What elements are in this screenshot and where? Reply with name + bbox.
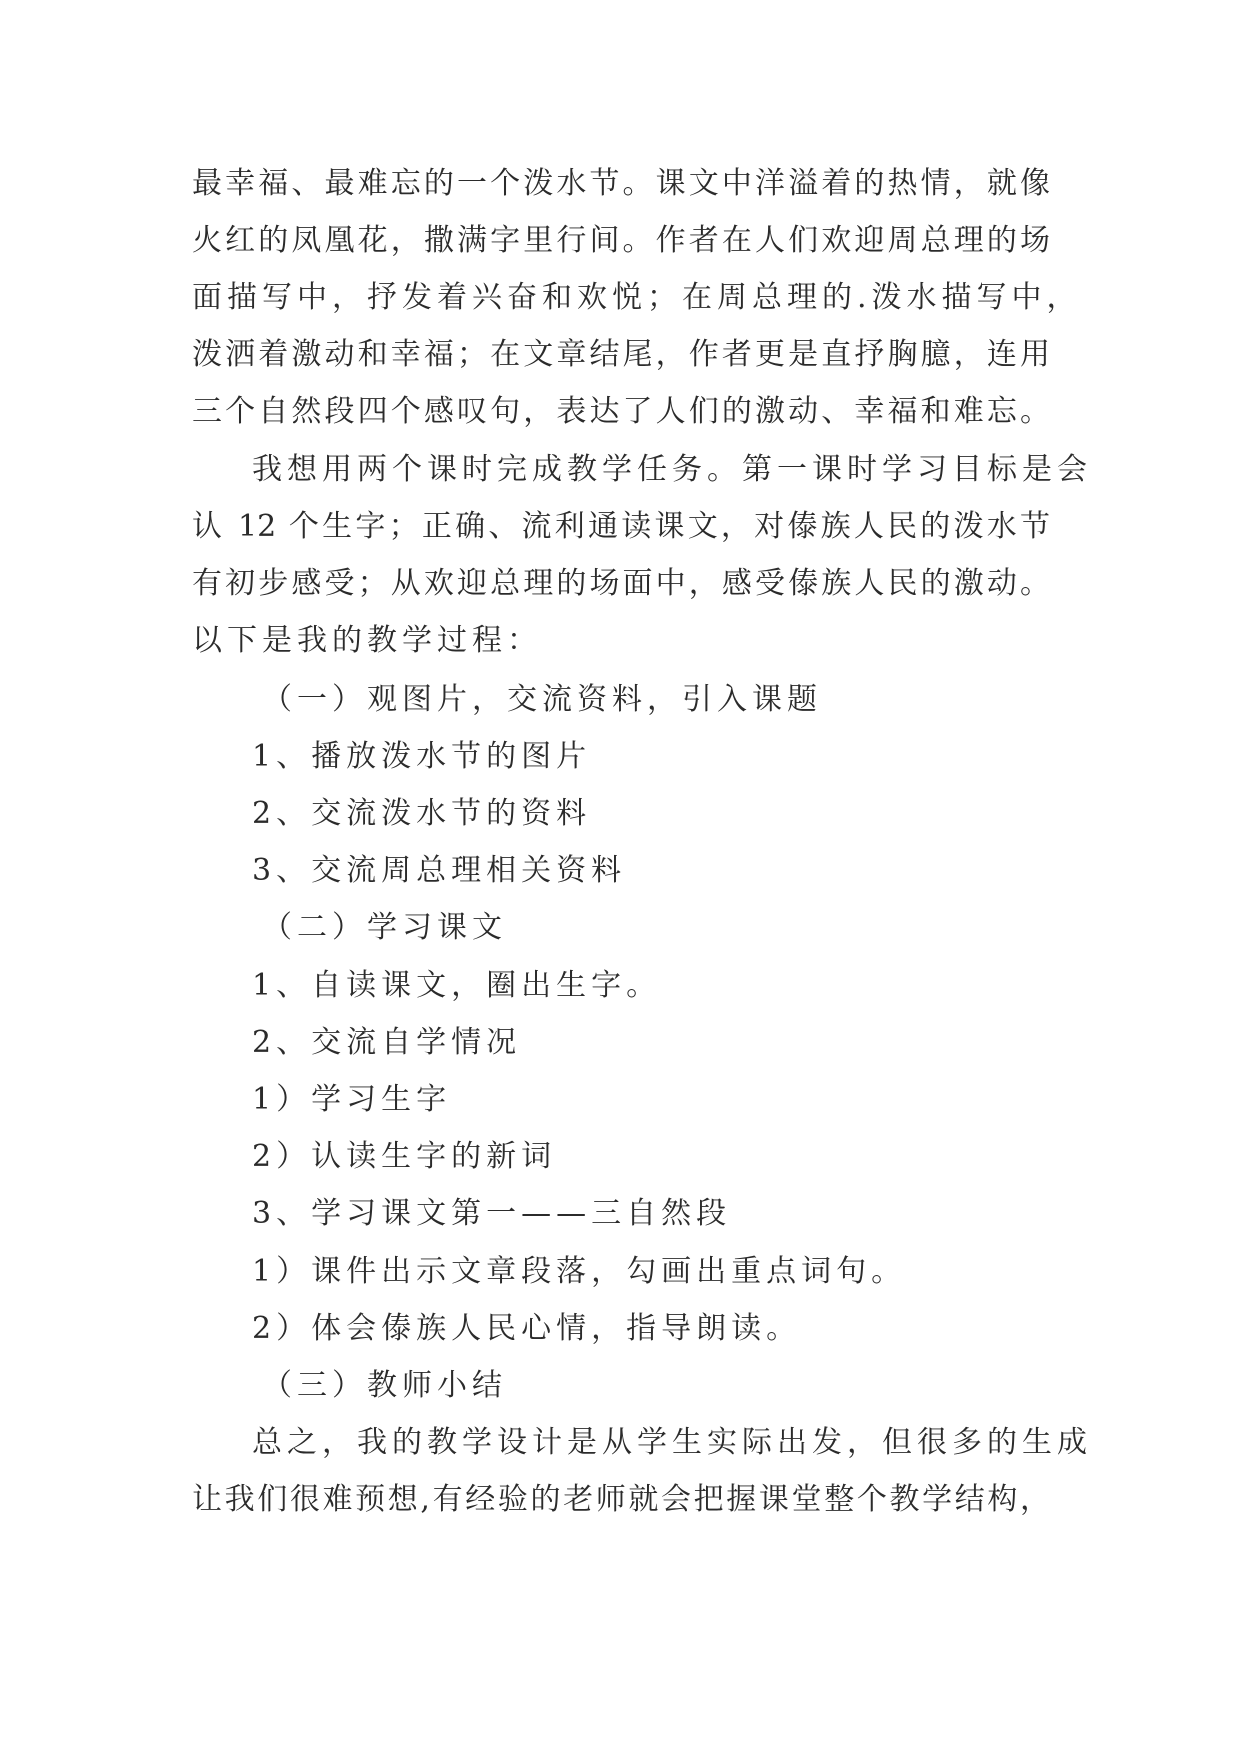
paragraph-line: 有初步感受；从欢迎总理的场面中，感受傣族人民的激动。 (192, 566, 1050, 601)
list-item: 2）认读生字的新词 (252, 1139, 557, 1174)
paragraph-line: 面描写中，抒发着兴奋和欢悦；在周总理的.泼水描写中， (192, 280, 1082, 315)
paragraph-line: 总之，我的教学设计是从学生实际出发，但很多的生成 (252, 1425, 1092, 1460)
paragraph-line: 我想用两个课时完成教学任务。第一课时学习目标是会 (252, 452, 1092, 487)
paragraph-line: 最幸福、最难忘的一个泼水节。课文中洋溢着的热情，就像 (192, 166, 1050, 201)
paragraph-line: 让我们很难预想,有经验的老师就会把握课堂整个教学结构， (192, 1482, 1050, 1517)
paragraph-line: 以下是我的教学过程： (192, 623, 542, 658)
paragraph-line: 火红的凤凰花，撒满字里行间。作者在人们欢迎周总理的场 (192, 223, 1050, 258)
list-item: 3、交流周总理相关资料 (252, 853, 627, 888)
list-item: 1、播放泼水节的图片 (252, 739, 592, 774)
section-heading: （三）教师小结 (262, 1368, 507, 1403)
paragraph-line: 三个自然段四个感叹句，表达了人们的激动、幸福和难忘。 (192, 394, 1050, 429)
list-item: 1）学习生字 (252, 1082, 452, 1117)
list-item: 1、自读课文，圈出生字。 (252, 968, 662, 1003)
paragraph-line: 泼洒着激动和幸福；在文章结尾，作者更是直抒胸臆，连用 (192, 337, 1050, 372)
list-item: 2）体会傣族人民心情，指导朗读。 (252, 1311, 802, 1346)
paragraph-line: 认 12 个生字；正确、流利通读课文，对傣族人民的泼水节 (192, 509, 1050, 544)
section-heading: （一）观图片，交流资料，引入课题 (262, 682, 822, 717)
list-item: 2、交流自学情况 (252, 1025, 522, 1060)
list-item: 3、学习课文第一——三自然段 (252, 1196, 732, 1231)
section-heading: （二）学习课文 (262, 910, 507, 945)
list-item: 2、交流泼水节的资料 (252, 796, 592, 831)
list-item: 1）课件出示文章段落，勾画出重点词句。 (252, 1254, 907, 1289)
